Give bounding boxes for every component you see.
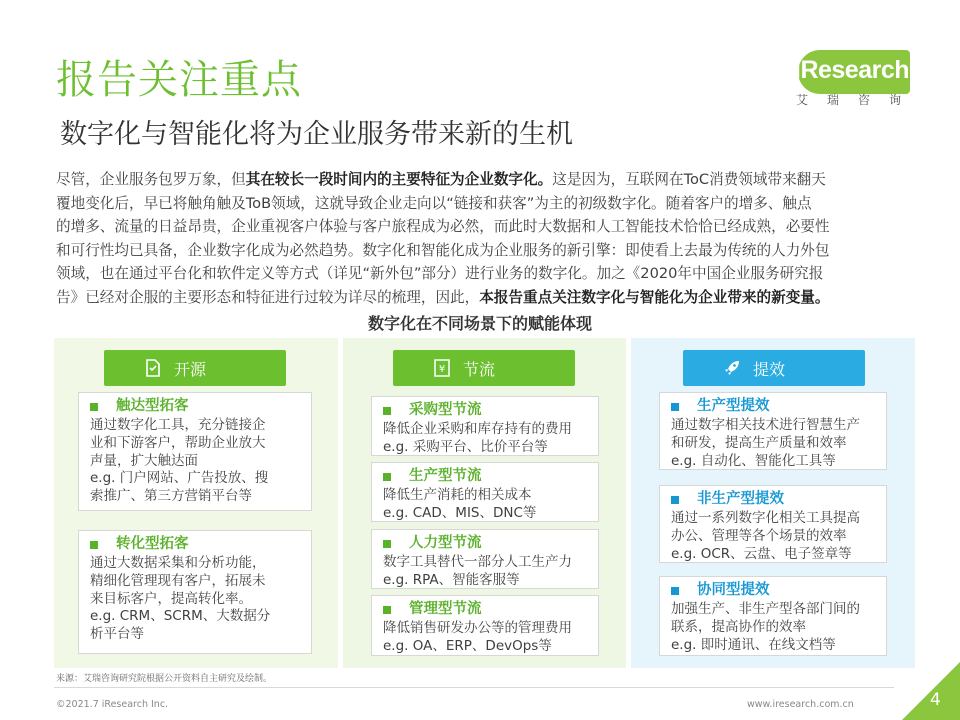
- card-body: 通过数字相关技术进行智慧生产 和研发，提高生产质量和效率 e.g. 自动化、智能化工具等: [671, 417, 860, 469]
- bullet-square: [671, 496, 679, 504]
- card-xietong-tixiao: [659, 576, 887, 656]
- card-shengchan-tixiao: [659, 392, 887, 470]
- iresearch-logo: [784, 50, 921, 114]
- card-body: 降低销售研发办公等的管理费用 e.g. OA、ERP、DevOps等: [383, 620, 572, 654]
- card-title: 人力型节流: [409, 535, 482, 551]
- kaiyuan-label-chip: [104, 350, 286, 386]
- card-body: 数字工具替代一部分人工生产力 e.g. RPA、智能客服等: [383, 554, 572, 588]
- page-number: 4: [930, 690, 941, 710]
- intro-text-1: 尽管，企业服务包罗万象，但: [56, 171, 246, 188]
- page-title: 报告关注重点: [56, 57, 302, 103]
- bullet-square: [383, 540, 391, 548]
- card-shengchan-jieliu: [371, 462, 599, 522]
- card-body: 通过数字化工具，充分链接企 业和下游客户，帮助企业放大 声量，扩大触达面 e.g. 门户网站、广告投放、搜 索推广、第三方营销平台等: [90, 417, 269, 505]
- card-renli-jieliu: [371, 529, 599, 589]
- jieliu-label: 节流: [463, 359, 496, 379]
- card-title: 转化型拓客: [116, 536, 189, 552]
- bullet-square: [90, 403, 98, 411]
- card-body: 降低生产消耗的相关成本 e.g. CAD、MIS、DNC等: [383, 487, 537, 521]
- intro-bold-1: 其在较长一段时间内的主要特征为企业数字化。: [245, 171, 553, 188]
- card-title: 采购型节流: [409, 402, 482, 418]
- svg-text:¥: ¥: [438, 364, 446, 375]
- card-title: 生产型节流: [409, 468, 482, 484]
- yen-icon: [431, 357, 453, 379]
- source-note: 来源：艾瑞咨询研究院根据公开资料自主研究及绘制。: [56, 674, 273, 684]
- rocket-icon: [721, 357, 743, 379]
- card-title: 非生产型提效: [697, 491, 784, 507]
- bullet-square: [383, 407, 391, 415]
- bullet-square: [671, 403, 679, 411]
- copyright: ©2021.7 iResearch Inc.: [56, 699, 169, 710]
- intro-bold-2: 本报告重点关注数字化与智能化为企业带来的新变量。: [479, 288, 830, 306]
- logo-text: iResearch: [794, 56, 910, 84]
- card-title: 生产型提效: [697, 398, 770, 414]
- document-icon: [142, 357, 164, 379]
- bullet-square: [383, 473, 391, 481]
- tixiao-label: 提效: [753, 359, 786, 379]
- logo-chinese-text: 艾瑞咨询: [796, 93, 921, 107]
- intro-text-2: 这是因为，互联网在ToC消费领域带来翻天 覆地变化后，早已将触角触及ToB领域，这就导致企业走向以“链接和获客”为主的初级数字化。随着客户的增多、触点 的增多、流量的日益昂贵，企业重视客户体验与客户旅程成为必然，而此时大数据和人工智能技术恰恰已经成熟，必要性 和可行性均已具备，企业数字化成为必然趋势。数字化和智能化成为企业服务的新引擎：即使看上去最为传统的人力外包 领域，也在通过平台化和软件定义等方式（详见“新外包”部分）进行业务的数字化。加之《2020年中国企业服务研究报 告》已经对企服的主要形态和特征进行过较为详尽的梳理，因此，: [56, 171, 830, 306]
- page-subtitle: 数字化与智能化将为企业服务带来新的生机: [60, 119, 573, 150]
- card-body: 降低企业采购和库存持有的费用 e.g. 采购平台、比价平台等: [383, 421, 572, 455]
- website-link: www.iresearch.com.cn: [747, 699, 854, 710]
- card-body: 加强生产、非生产型各部门间的 联系，提高协作的效率 e.g. 即时通讯、在线文档等: [671, 601, 860, 653]
- card-caigou-jieliu: [371, 396, 599, 456]
- diagram-title: 数字化在不同场景下的赋能体现: [367, 314, 592, 333]
- jieliu-label-chip: [393, 350, 575, 386]
- card-title: 管理型节流: [409, 601, 482, 617]
- kaiyuan-label: 开源: [174, 359, 207, 379]
- bullet-square: [90, 541, 98, 549]
- bullet-square: [671, 587, 679, 595]
- card-body: 通过大数据采集和分析功能， 精细化管理现有客户，拓展未 来目标客户，提高转化率。 e.g. CRM、SCRM、大数据分 析平台等: [90, 555, 271, 643]
- card-chuda-tuoke: [78, 392, 312, 511]
- column-tixiao: [631, 338, 915, 668]
- column-kaiyuan: [54, 338, 338, 668]
- footer-divider: [54, 687, 894, 688]
- tixiao-label-chip: [683, 350, 865, 386]
- intro-paragraph: [56, 168, 916, 309]
- card-feishengchan-tixiao: [659, 485, 887, 563]
- bullet-square: [383, 606, 391, 614]
- column-jieliu: [343, 338, 626, 668]
- card-title: 协同型提效: [697, 582, 770, 598]
- card-body: 通过一系列数字化相关工具提高 办公、管理等各个场景的效率 e.g. OCR、云盘、电子签章等: [671, 510, 860, 562]
- card-title: 触达型拓客: [116, 398, 189, 414]
- card-guanli-jieliu: [371, 595, 599, 656]
- card-zhuanhua-tuoke: [78, 530, 312, 654]
